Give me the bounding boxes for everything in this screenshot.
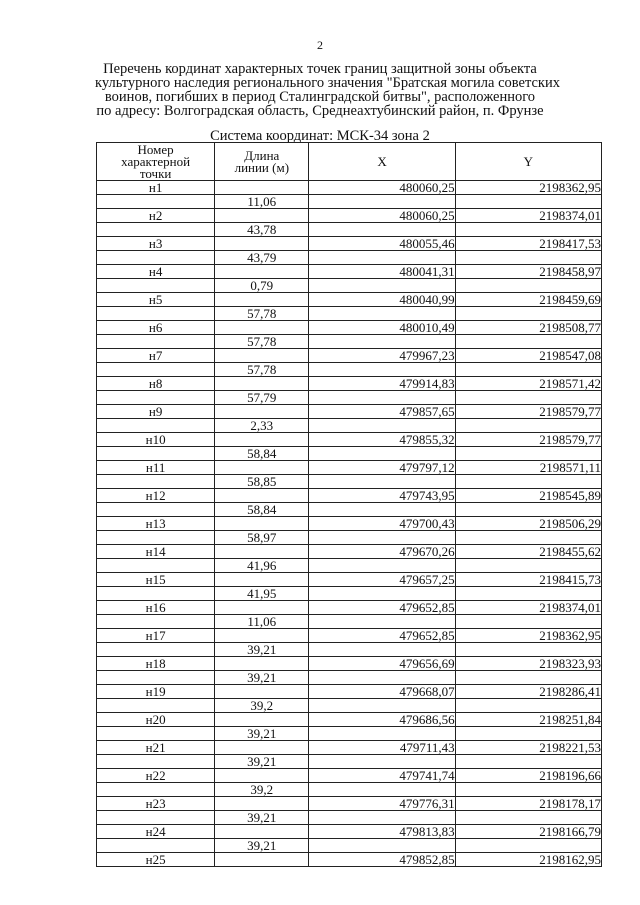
- x-coordinate-cell: 479855,32: [309, 433, 455, 447]
- header-line-length: [215, 143, 309, 181]
- point-id-cell: н25: [97, 853, 215, 867]
- length-blank-cell: [215, 713, 309, 727]
- point-id-cell: н18: [97, 657, 215, 671]
- y-coordinate-cell: 2198362,95: [455, 629, 601, 643]
- point-id-cell: н8: [97, 377, 215, 391]
- table-row: [97, 587, 602, 601]
- x-spacer-cell: [309, 503, 455, 517]
- y-coordinate-cell: 2198166,79: [455, 825, 601, 839]
- length-blank-cell: [215, 433, 309, 447]
- x-spacer-cell: [309, 587, 455, 601]
- y-coordinate-cell: 2198374,01: [455, 601, 601, 615]
- length-blank-cell: [215, 825, 309, 839]
- heading-line: воинов, погибших в период Сталинградской битвы", расположенного: [104, 89, 536, 105]
- x-spacer-cell: [309, 447, 455, 461]
- line-length-cell: 39,21: [215, 839, 309, 853]
- point-id-cell: н24: [97, 825, 215, 839]
- x-coordinate-cell: 479668,07: [309, 685, 455, 699]
- x-spacer-cell: [309, 643, 455, 657]
- x-spacer-cell: [309, 419, 455, 433]
- table-row: [97, 503, 602, 517]
- length-blank-cell: [215, 797, 309, 811]
- x-coordinate-cell: 480041,31: [309, 265, 455, 279]
- point-spacer-cell: [97, 307, 215, 321]
- length-blank-cell: [215, 265, 309, 279]
- table-row: [97, 195, 602, 209]
- line-length-cell: 2,33: [215, 419, 309, 433]
- y-spacer-cell: [455, 195, 601, 209]
- table-row: [97, 657, 602, 671]
- header-point-line: Номер: [137, 141, 174, 157]
- point-spacer-cell: [97, 335, 215, 349]
- point-spacer-cell: [97, 475, 215, 489]
- length-blank-cell: [215, 405, 309, 419]
- line-length-cell: 57,79: [215, 391, 309, 405]
- point-id-cell: н6: [97, 321, 215, 335]
- x-spacer-cell: [309, 279, 455, 293]
- table-row: [97, 545, 602, 559]
- header-length-line: Длина: [244, 147, 280, 163]
- y-spacer-cell: [455, 335, 601, 349]
- y-coordinate-cell: 2198579,77: [455, 433, 601, 447]
- x-coordinate-cell: 479741,74: [309, 769, 455, 783]
- point-id-cell: н4: [97, 265, 215, 279]
- x-spacer-cell: [309, 475, 455, 489]
- line-length-cell: 39,2: [215, 699, 309, 713]
- x-spacer-cell: [309, 335, 455, 349]
- length-blank-cell: [215, 629, 309, 643]
- line-length-cell: 58,84: [215, 503, 309, 517]
- heading-line: культурного наследия регионального значения "Братская могила советских: [95, 75, 560, 91]
- header-length-line: линии (м): [234, 159, 290, 175]
- y-coordinate-cell: 2198251,84: [455, 713, 601, 727]
- table-row: [97, 251, 602, 265]
- point-id-cell: н10: [97, 433, 215, 447]
- y-coordinate-cell: 2198221,53: [455, 741, 601, 755]
- point-spacer-cell: [97, 783, 215, 797]
- x-coordinate-cell: 479652,85: [309, 601, 455, 615]
- table-row: [97, 475, 602, 489]
- length-blank-cell: [215, 489, 309, 503]
- y-coordinate-cell: 2198323,93: [455, 657, 601, 671]
- x-spacer-cell: [309, 615, 455, 629]
- point-spacer-cell: [97, 615, 215, 629]
- point-id-cell: н12: [97, 489, 215, 503]
- line-length-cell: 39,21: [215, 671, 309, 685]
- line-length-cell: 0,79: [215, 279, 309, 293]
- table-row: [97, 265, 602, 279]
- point-spacer-cell: [97, 671, 215, 685]
- table-row: [97, 461, 602, 475]
- y-coordinate-cell: 2198579,77: [455, 405, 601, 419]
- table-row: [97, 405, 602, 419]
- y-spacer-cell: [455, 391, 601, 405]
- table-row: [97, 223, 602, 237]
- y-coordinate-cell: 2198415,73: [455, 573, 601, 587]
- y-spacer-cell: [455, 699, 601, 713]
- x-coordinate-cell: 480060,25: [309, 209, 455, 223]
- coordinate-system-label: Система координат: МСК-34 зона 2: [210, 128, 430, 144]
- y-coordinate-cell: 2198459,69: [455, 293, 601, 307]
- length-blank-cell: [215, 685, 309, 699]
- x-coordinate-cell: 479813,83: [309, 825, 455, 839]
- table-row: [97, 279, 602, 293]
- length-blank-cell: [215, 237, 309, 251]
- length-blank-cell: [215, 573, 309, 587]
- x-spacer-cell: [309, 811, 455, 825]
- length-blank-cell: [215, 209, 309, 223]
- x-coordinate-cell: 479967,23: [309, 349, 455, 363]
- point-id-cell: н3: [97, 237, 215, 251]
- table-row: [97, 321, 602, 335]
- length-blank-cell: [215, 377, 309, 391]
- point-spacer-cell: [97, 503, 215, 517]
- x-spacer-cell: [309, 699, 455, 713]
- length-blank-cell: [215, 769, 309, 783]
- x-coordinate-cell: 479670,26: [309, 545, 455, 559]
- x-coordinate-cell: 479657,25: [309, 573, 455, 587]
- table-row: [97, 629, 602, 643]
- x-coordinate-cell: 479797,12: [309, 461, 455, 475]
- header-point-line: характерной: [121, 153, 191, 169]
- line-length-cell: 39,21: [215, 727, 309, 741]
- table-row: [97, 489, 602, 503]
- point-spacer-cell: [97, 811, 215, 825]
- table-row: [97, 517, 602, 531]
- point-id-cell: н14: [97, 545, 215, 559]
- length-blank-cell: [215, 657, 309, 671]
- y-spacer-cell: [455, 363, 601, 377]
- table-row: [97, 685, 602, 699]
- point-spacer-cell: [97, 363, 215, 377]
- y-coordinate-cell: 2198458,97: [455, 265, 601, 279]
- x-coordinate-cell: 479711,43: [309, 741, 455, 755]
- heading-line: Перечень кординат характерных точек границ защитной зоны объекта: [103, 61, 537, 77]
- line-length-cell: 57,78: [215, 307, 309, 321]
- x-coordinate-cell: 479857,65: [309, 405, 455, 419]
- point-id-cell: н5: [97, 293, 215, 307]
- point-spacer-cell: [97, 195, 215, 209]
- y-spacer-cell: [455, 531, 601, 545]
- y-coordinate-cell: 2198178,17: [455, 797, 601, 811]
- point-spacer-cell: [97, 419, 215, 433]
- point-id-cell: н9: [97, 405, 215, 419]
- line-length-cell: 11,06: [215, 615, 309, 629]
- y-coordinate-cell: 2198506,29: [455, 517, 601, 531]
- length-blank-cell: [215, 853, 309, 867]
- table-row: [97, 643, 602, 657]
- table-row: [97, 349, 602, 363]
- length-blank-cell: [215, 461, 309, 475]
- point-id-cell: н13: [97, 517, 215, 531]
- y-spacer-cell: [455, 307, 601, 321]
- table-row: [97, 573, 602, 587]
- x-coordinate-cell: 479743,95: [309, 489, 455, 503]
- y-spacer-cell: [455, 419, 601, 433]
- header-y: Y: [455, 143, 601, 181]
- x-spacer-cell: [309, 307, 455, 321]
- table-row: [97, 741, 602, 755]
- line-length-cell: 58,85: [215, 475, 309, 489]
- table-row: [97, 377, 602, 391]
- y-coordinate-cell: 2198362,95: [455, 181, 601, 195]
- y-spacer-cell: [455, 503, 601, 517]
- table-row: [97, 335, 602, 349]
- line-length-cell: 58,84: [215, 447, 309, 461]
- point-id-cell: н17: [97, 629, 215, 643]
- table-row: [97, 699, 602, 713]
- point-id-cell: н2: [97, 209, 215, 223]
- y-spacer-cell: [455, 223, 601, 237]
- table-row: [97, 671, 602, 685]
- point-spacer-cell: [97, 391, 215, 405]
- line-length-cell: 39,21: [215, 643, 309, 657]
- table-row: [97, 419, 602, 433]
- point-spacer-cell: [97, 279, 215, 293]
- table-row: [97, 181, 602, 195]
- y-spacer-cell: [455, 615, 601, 629]
- table-row: [97, 713, 602, 727]
- point-id-cell: н11: [97, 461, 215, 475]
- table-row: [97, 811, 602, 825]
- x-spacer-cell: [309, 727, 455, 741]
- point-id-cell: н22: [97, 769, 215, 783]
- x-coordinate-cell: 480060,25: [309, 181, 455, 195]
- length-blank-cell: [215, 349, 309, 363]
- table-row: [97, 727, 602, 741]
- x-spacer-cell: [309, 839, 455, 853]
- coordinates-table: [96, 142, 602, 867]
- x-coordinate-cell: 480010,49: [309, 321, 455, 335]
- point-spacer-cell: [97, 531, 215, 545]
- x-spacer-cell: [309, 391, 455, 405]
- length-blank-cell: [215, 545, 309, 559]
- y-spacer-cell: [455, 783, 601, 797]
- y-spacer-cell: [455, 447, 601, 461]
- y-spacer-cell: [455, 279, 601, 293]
- table-row: [97, 209, 602, 223]
- y-spacer-cell: [455, 643, 601, 657]
- line-length-cell: 58,97: [215, 531, 309, 545]
- table-row: [97, 293, 602, 307]
- x-coordinate-cell: 479776,31: [309, 797, 455, 811]
- y-spacer-cell: [455, 251, 601, 265]
- point-id-cell: н16: [97, 601, 215, 615]
- point-id-cell: н23: [97, 797, 215, 811]
- table-row: [97, 433, 602, 447]
- point-spacer-cell: [97, 699, 215, 713]
- line-length-cell: 39,21: [215, 811, 309, 825]
- y-spacer-cell: [455, 587, 601, 601]
- header-point-number: [97, 143, 215, 181]
- table-row: [97, 559, 602, 573]
- x-spacer-cell: [309, 531, 455, 545]
- x-spacer-cell: [309, 755, 455, 769]
- point-id-cell: н1: [97, 181, 215, 195]
- point-spacer-cell: [97, 251, 215, 265]
- y-spacer-cell: [455, 839, 601, 853]
- line-length-cell: 57,78: [215, 335, 309, 349]
- line-length-cell: 57,78: [215, 363, 309, 377]
- x-spacer-cell: [309, 363, 455, 377]
- length-blank-cell: [215, 517, 309, 531]
- x-coordinate-cell: 480055,46: [309, 237, 455, 251]
- y-coordinate-cell: 2198286,41: [455, 685, 601, 699]
- y-coordinate-cell: 2198417,53: [455, 237, 601, 251]
- page-number: 2: [317, 38, 323, 52]
- line-length-cell: 39,21: [215, 755, 309, 769]
- x-coordinate-cell: 479652,85: [309, 629, 455, 643]
- point-spacer-cell: [97, 727, 215, 741]
- y-coordinate-cell: 2198508,77: [455, 321, 601, 335]
- y-spacer-cell: [455, 559, 601, 573]
- table-row: [97, 237, 602, 251]
- table-row: [97, 307, 602, 321]
- y-spacer-cell: [455, 475, 601, 489]
- table-row: [97, 839, 602, 853]
- point-spacer-cell: [97, 587, 215, 601]
- x-spacer-cell: [309, 223, 455, 237]
- point-id-cell: н7: [97, 349, 215, 363]
- point-id-cell: н21: [97, 741, 215, 755]
- table-header-row: [97, 143, 602, 181]
- table-row: [97, 615, 602, 629]
- point-id-cell: н20: [97, 713, 215, 727]
- x-coordinate-cell: 480040,99: [309, 293, 455, 307]
- x-spacer-cell: [309, 251, 455, 265]
- length-blank-cell: [215, 181, 309, 195]
- line-length-cell: 43,79: [215, 251, 309, 265]
- x-spacer-cell: [309, 559, 455, 573]
- y-coordinate-cell: 2198162,95: [455, 853, 601, 867]
- line-length-cell: 41,96: [215, 559, 309, 573]
- table-row: [97, 531, 602, 545]
- line-length-cell: 43,78: [215, 223, 309, 237]
- table-row: [97, 783, 602, 797]
- line-length-cell: 41,95: [215, 587, 309, 601]
- point-spacer-cell: [97, 559, 215, 573]
- point-spacer-cell: [97, 839, 215, 853]
- table-row: [97, 825, 602, 839]
- table-row: [97, 853, 602, 867]
- x-coordinate-cell: 479700,43: [309, 517, 455, 531]
- length-blank-cell: [215, 601, 309, 615]
- y-coordinate-cell: 2198374,01: [455, 209, 601, 223]
- y-coordinate-cell: 2198547,08: [455, 349, 601, 363]
- length-blank-cell: [215, 741, 309, 755]
- table-row: [97, 769, 602, 783]
- y-spacer-cell: [455, 755, 601, 769]
- table-row: [97, 797, 602, 811]
- y-spacer-cell: [455, 727, 601, 741]
- length-blank-cell: [215, 321, 309, 335]
- table-row: [97, 447, 602, 461]
- y-spacer-cell: [455, 811, 601, 825]
- y-spacer-cell: [455, 671, 601, 685]
- point-spacer-cell: [97, 223, 215, 237]
- point-spacer-cell: [97, 447, 215, 461]
- x-coordinate-cell: 479686,56: [309, 713, 455, 727]
- point-id-cell: н19: [97, 685, 215, 699]
- y-coordinate-cell: 2198571,11: [455, 461, 601, 475]
- x-spacer-cell: [309, 195, 455, 209]
- y-coordinate-cell: 2198196,66: [455, 769, 601, 783]
- document-heading: [95, 61, 560, 119]
- header-x: X: [309, 143, 455, 181]
- line-length-cell: 11,06: [215, 195, 309, 209]
- x-coordinate-cell: 479914,83: [309, 377, 455, 391]
- header-point-line: точки: [139, 165, 172, 181]
- x-coordinate-cell: 479852,85: [309, 853, 455, 867]
- table-row: [97, 363, 602, 377]
- y-coordinate-cell: 2198571,42: [455, 377, 601, 391]
- table-row: [97, 601, 602, 615]
- y-coordinate-cell: 2198455,62: [455, 545, 601, 559]
- point-spacer-cell: [97, 643, 215, 657]
- y-coordinate-cell: 2198545,89: [455, 489, 601, 503]
- heading-line: по адресу: Волгоградская область, Среднеахтубинский район, п. Фрунзе: [96, 103, 544, 119]
- point-spacer-cell: [97, 755, 215, 769]
- x-spacer-cell: [309, 671, 455, 685]
- point-id-cell: н15: [97, 573, 215, 587]
- line-length-cell: 39,2: [215, 783, 309, 797]
- x-coordinate-cell: 479656,69: [309, 657, 455, 671]
- table-row: [97, 755, 602, 769]
- table-row: [97, 391, 602, 405]
- length-blank-cell: [215, 293, 309, 307]
- x-spacer-cell: [309, 783, 455, 797]
